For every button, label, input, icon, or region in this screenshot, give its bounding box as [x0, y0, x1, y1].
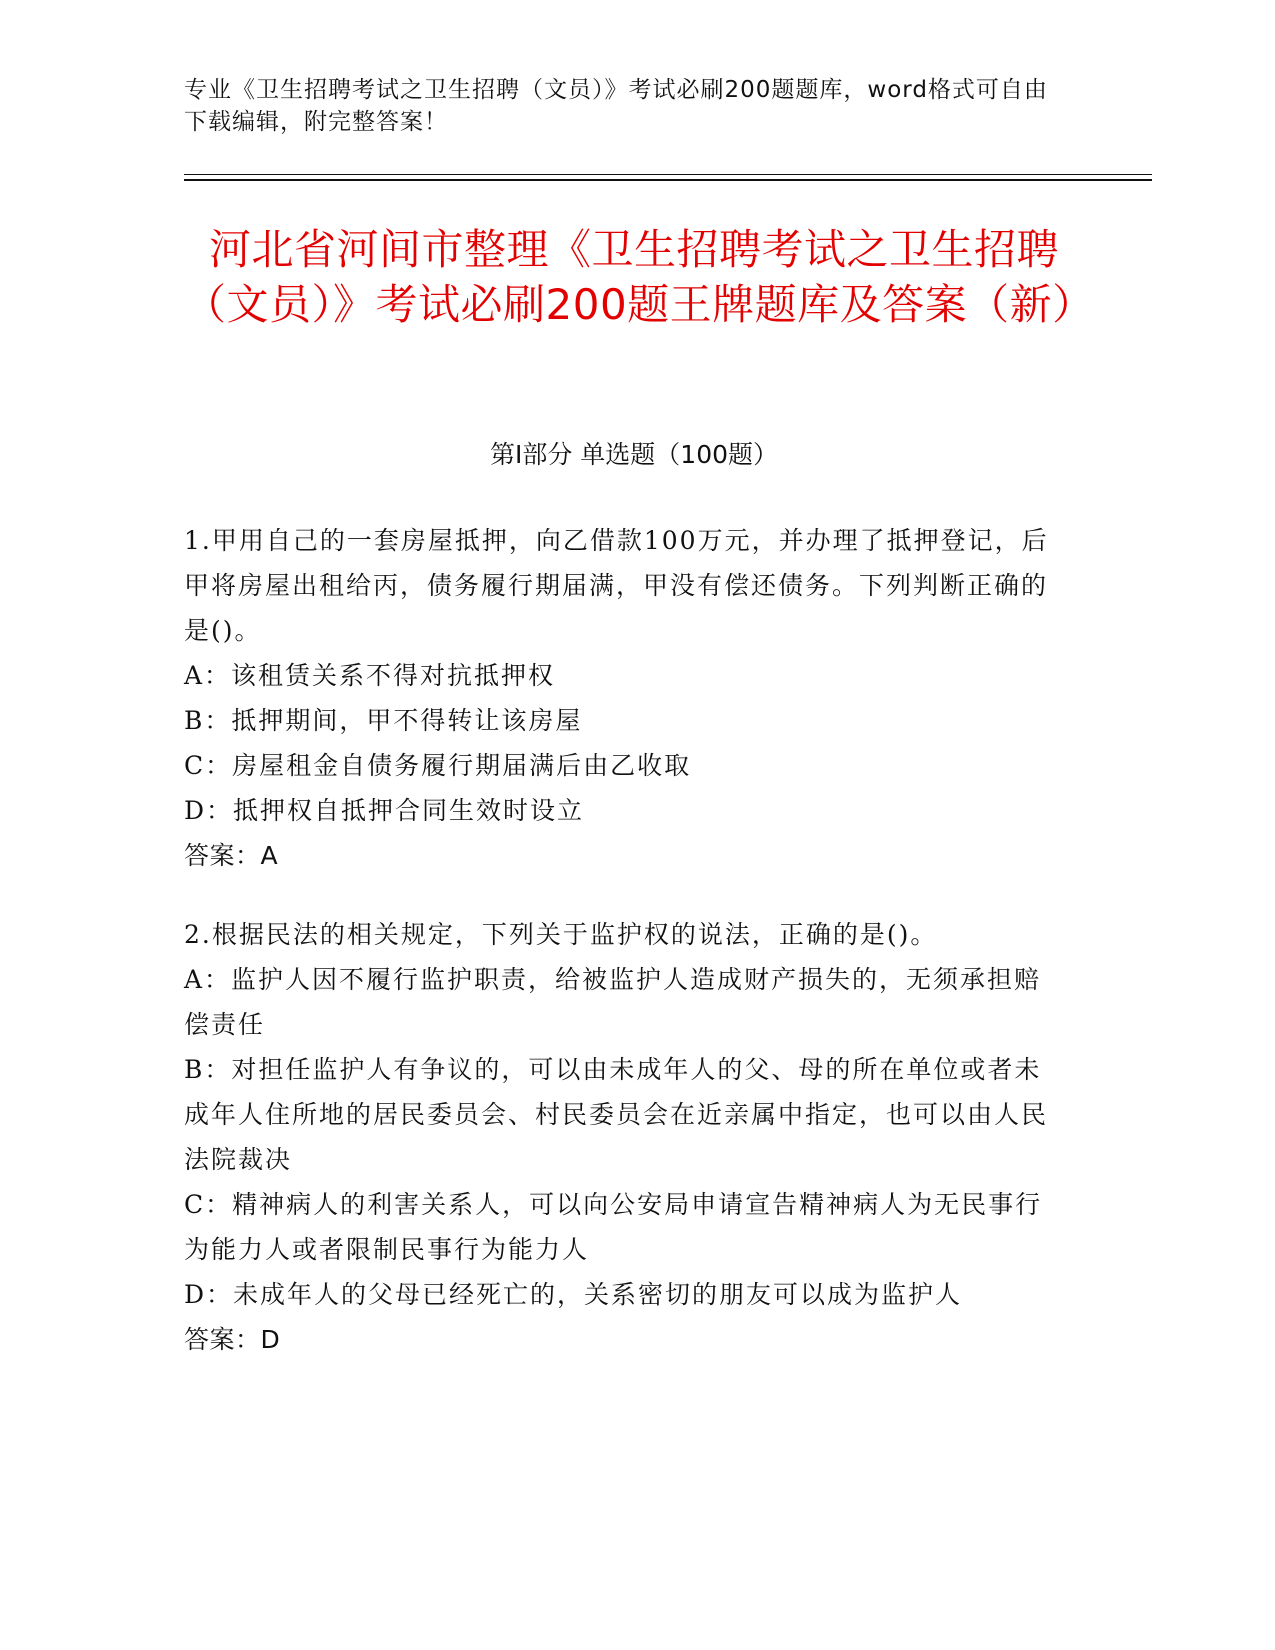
- question-stem: 1.甲用自己的一套房屋抵押，向乙借款100万元，并办理了抵押登记，后甲将房屋出租给丙，债务履行期届满，甲没有偿还债务。下列判断正确的是()。: [184, 526, 1049, 645]
- option-b: B：抵押期间，甲不得转让该房屋: [184, 706, 583, 735]
- option-d: D：未成年人的父母已经死亡的，关系密切的朋友可以成为监护人: [184, 1280, 963, 1309]
- answer-label: 答案：D: [184, 1325, 281, 1354]
- header-divider-thick: [184, 179, 1152, 181]
- document-title: 河北省河间市整理《卫生招聘考试之卫生招聘（文员）》考试必刷200题王牌题库及答案（新）: [184, 225, 1095, 329]
- question-block: [184, 912, 1064, 1362]
- section-heading: 第I部分 单选题（100题）: [489, 440, 779, 469]
- header-divider-thin: [184, 174, 1152, 175]
- option-a: A：该租赁关系不得对抗抵押权: [184, 661, 556, 690]
- option-c: C：精神病人的利害关系人，可以向公安局申请宣告精神病人为无民事行为能力人或者限制民事行为能力人: [184, 1190, 1043, 1264]
- option-d: D：抵押权自抵押合同生效时设立: [184, 796, 585, 825]
- answer-label: 答案：A: [184, 841, 279, 870]
- option-b: B：对担任监护人有争议的，可以由未成年人的父、母的所在单位或者未成年人住所地的居民委员会、村民委员会在近亲属中指定，也可以由人民法院裁决: [184, 1055, 1049, 1174]
- question-block: [184, 518, 1064, 878]
- option-c: C：房屋租金自债务履行期届满后由乙收取: [184, 751, 692, 780]
- header-note: 专业《卫生招聘考试之卫生招聘（文员）》考试必刷200题题库，word格式可自由下载编辑，附完整答案！: [184, 77, 1048, 135]
- question-stem: 2.根据民法的相关规定，下列关于监护权的说法，正确的是()。: [184, 920, 938, 949]
- option-a: A：监护人因不履行监护职责，给被监护人造成财产损失的，无须承担赔偿责任: [184, 965, 1042, 1039]
